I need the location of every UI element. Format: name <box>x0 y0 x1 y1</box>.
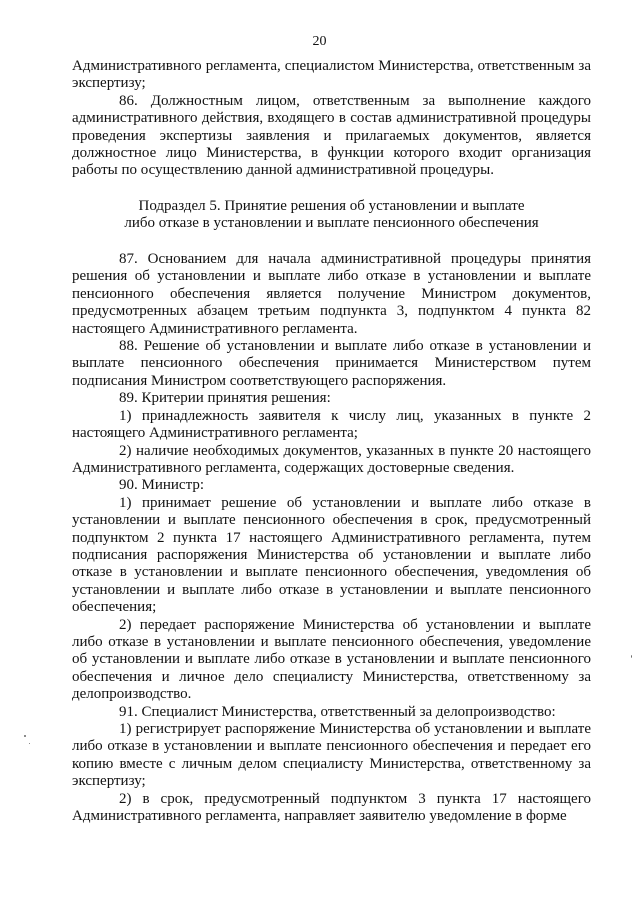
paragraph-86: 86. Должностным лицом, ответственным за выполнение каждого административного действия, входящего в состав административной процедуры проведения экспертизы заявления и прилагаемых документов, является должностное лицо Министерства, в функции которого входит организация работы по осуществлению данной административной процедуры. <box>72 92 591 179</box>
paragraph-91: 91. Специалист Министерства, ответственный за делопроизводство: <box>119 703 556 720</box>
paragraph-89-item-2: 2) наличие необходимых документов, указанных в пункте 20 настоящего Административного регламента, содержащих достоверные сведения. <box>72 442 591 476</box>
subsection-heading <box>72 198 591 233</box>
paragraph-89-item-1: 1) принадлежность заявителя к числу лиц, указанных в пункте 2 настоящего Административного регламента; <box>72 407 591 442</box>
page-number: 20 <box>312 34 327 49</box>
paragraph-87: 87. Основанием для начала административной процедуры принятия решения об установлении и выплате либо отказе в установлении и выплате пенсионного обеспечения является получение Министром документов, предусмотренных абзацем третьим подпункта 3, подпунктом 4 пункта 82 настоящего Административного регламента. <box>72 251 591 337</box>
paragraph-89: 89. Критерии принятия решения: <box>119 390 331 407</box>
scan-speck <box>631 655 632 658</box>
paragraph-90: 90. Министр: <box>119 477 204 494</box>
paragraph-continuation: Административного регламента, специалистом Министерства, ответственным за экспертизу; <box>72 58 591 92</box>
paragraph-88: 88. Решение об установлении и выплате либо отказе в установлении и выплате пенсионного обеспечения принимается Министерством путем подписания Министром соответствующего распоряжения. <box>72 338 591 389</box>
paragraph-91-item-2: 2) в срок, предусмотренный подпунктом 3 пункта 17 настоящего Административного регламента, направляет заявителю уведомление в форме <box>72 790 591 825</box>
paragraph-90-item-2: 2) передает распоряжение Министерства об установлении и выплате либо отказе в установлении и выплате пенсионного обеспечения, уведомление об установлении и выплате либо отказе в установлении и выплате пенсионного обеспечения и личное дело специалисту Министерства, ответственному за делопроизводство. <box>72 616 591 703</box>
paragraph-91-item-1: 1) регистрирует распоряжение Министерства об установлении и выплате либо отказе в установлении и выплате пенсионного обеспечения и передает его копию вместе с личным делом специалисту Министерства, ответственному за экспертизу; <box>72 721 591 790</box>
paragraph-90-item-1: 1) принимает решение об установлении и выплате либо отказе в установлении и выплате пенсионного обеспечения в срок, предусмотренный подпунктом 2 пункта 17 настоящего Административного регламента, путем подписания распоряжения Министерства об установлении и выплате либо отказе в установлении и выплате пенсионного обеспечения, уведомления об установлении и выплате либо отказе в установлении и выплате пенсионного обеспечения; <box>72 494 591 616</box>
subsection-heading-line-1: Подраздел 5. Принятие решения об установлении и выплате <box>138 197 525 214</box>
scan-speck <box>29 743 30 744</box>
document-body <box>72 58 591 825</box>
subsection-heading-line-2: либо отказе в установлении и выплате пенсионного обеспечения <box>124 215 539 232</box>
scan-speck <box>24 735 26 737</box>
